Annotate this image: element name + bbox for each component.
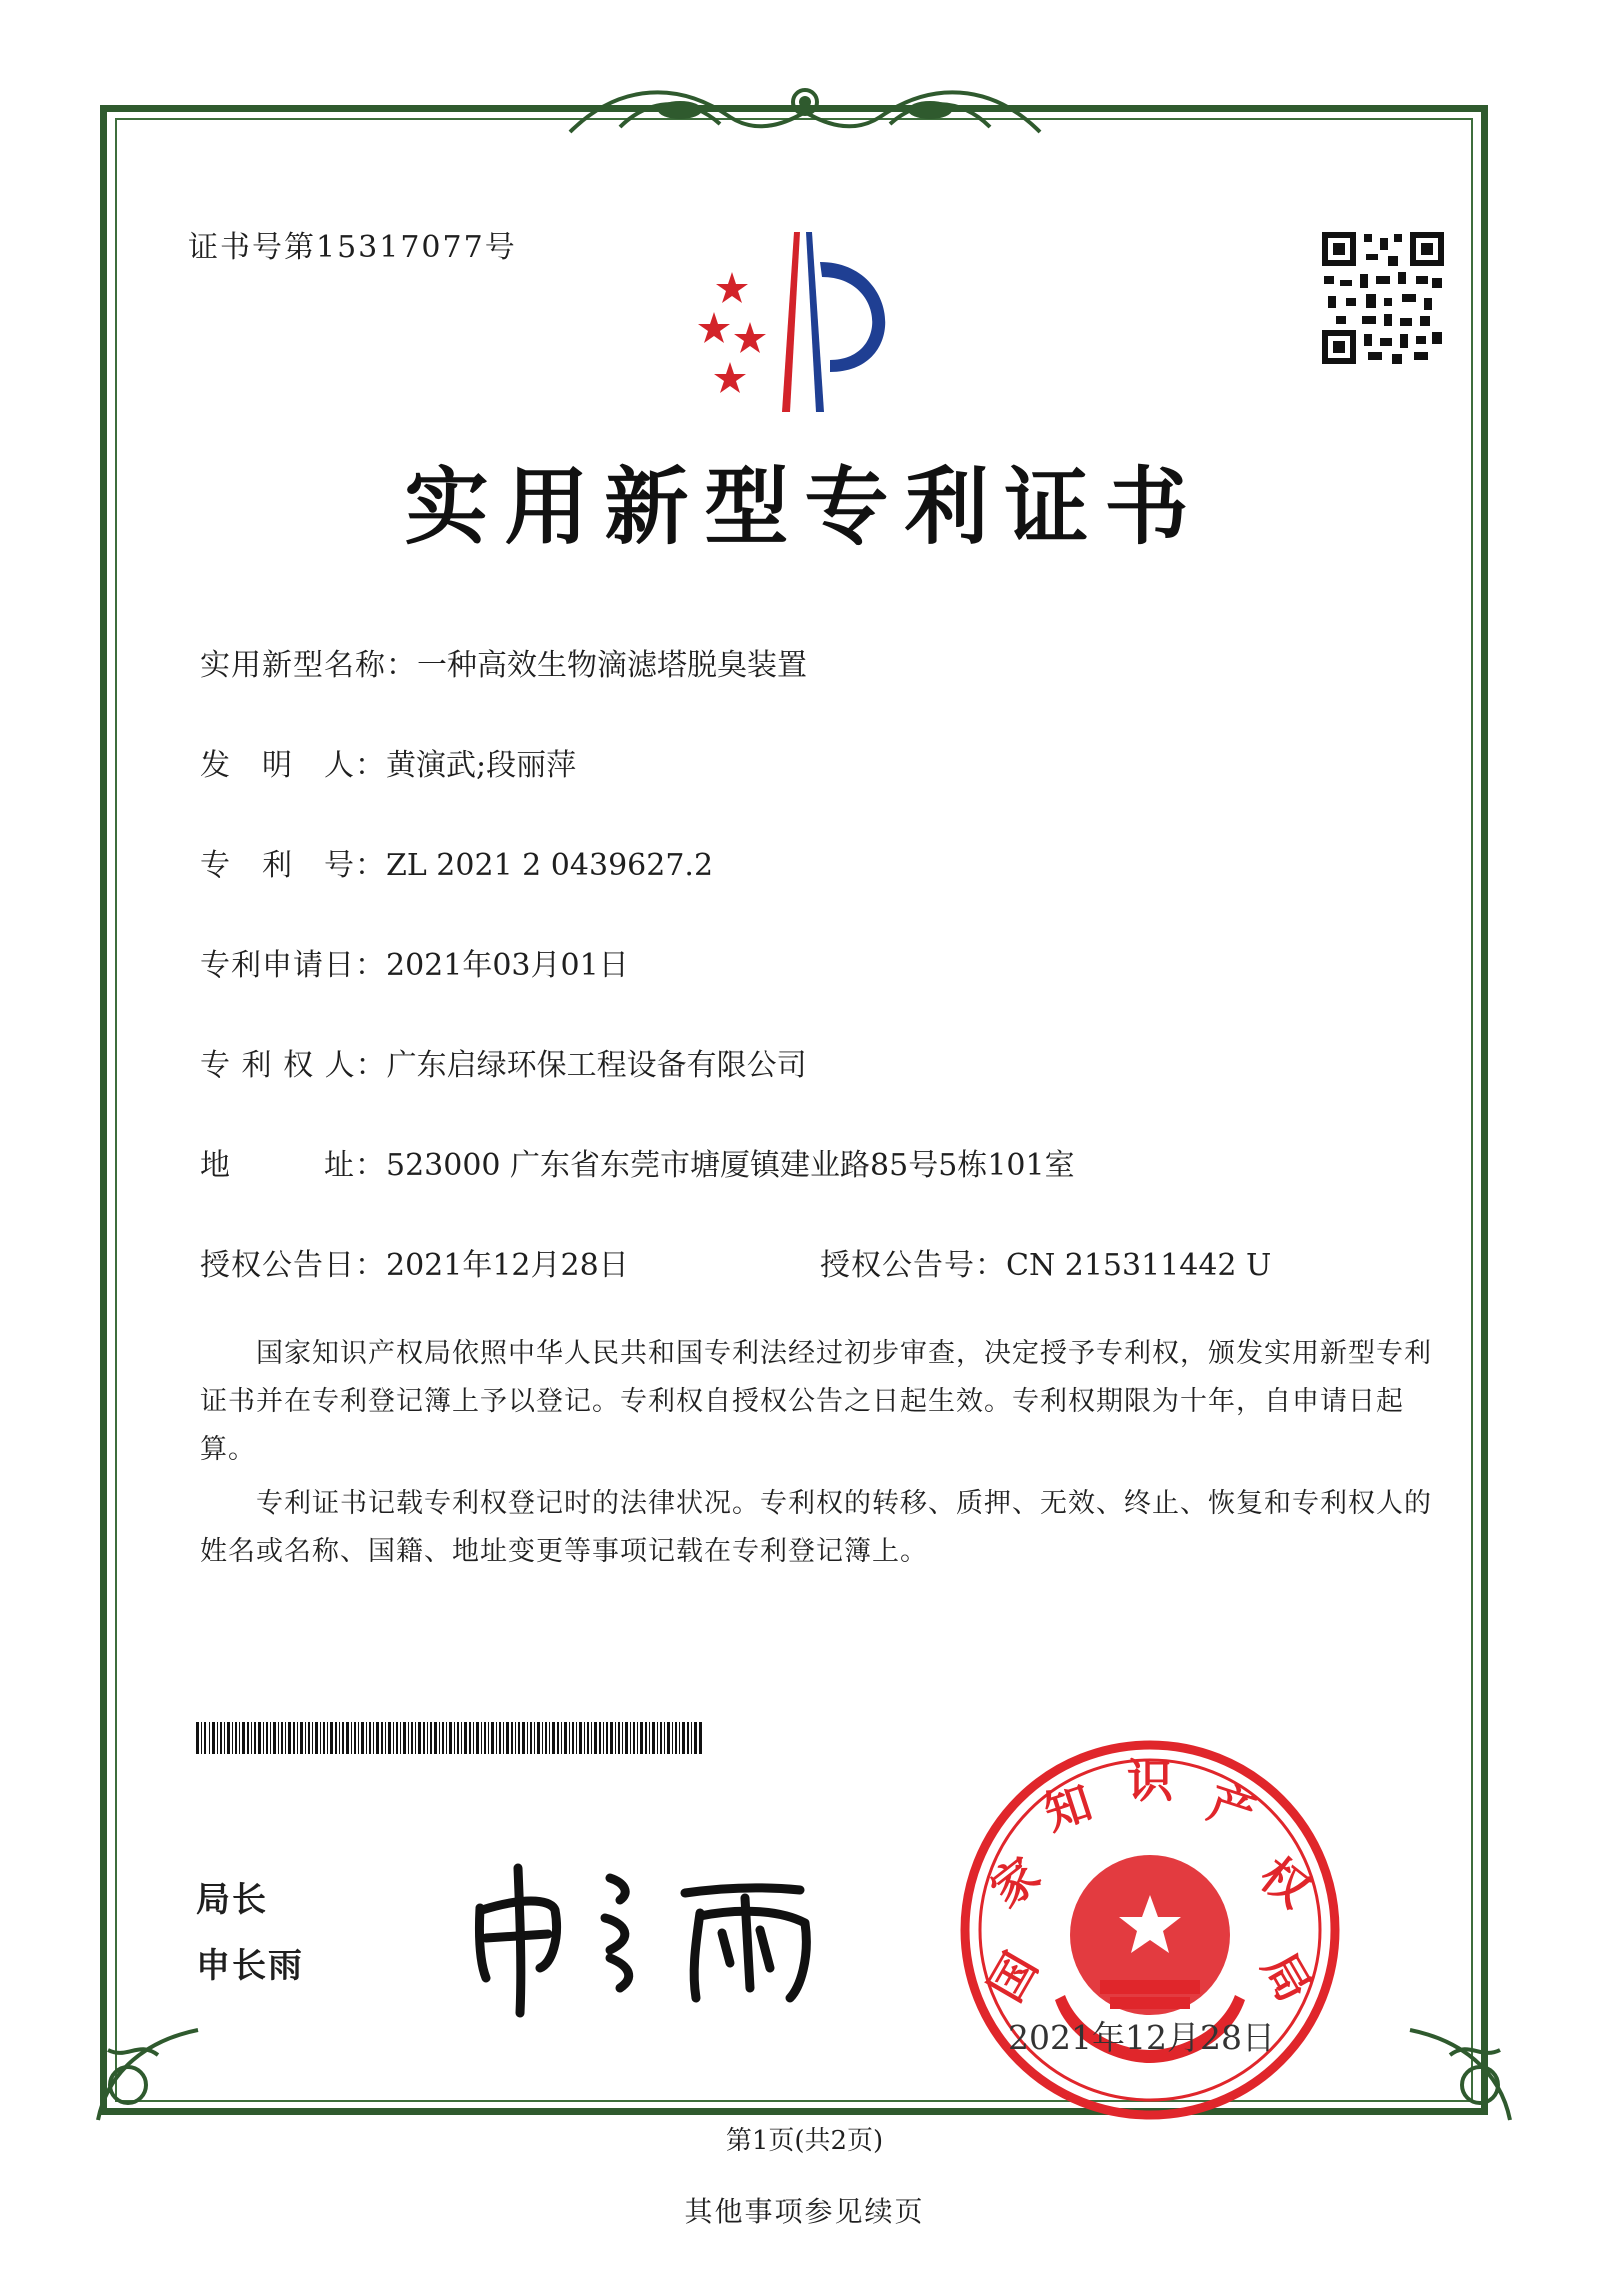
filing-date-label: 专利申请日： [200,948,386,983]
grant-date-label: 授权公告日： [200,1248,386,1283]
patent-number-field [200,840,713,884]
patentee-field [200,1040,807,1084]
svg-text:权: 权 [1250,1846,1320,1918]
barcode [196,1722,702,1754]
legal-status-paragraph: 专利证书记载专利权登记时的法律状况。专利权的转移、质押、无效、终止、恢复和专利权人的姓名或名称、国籍、地址变更等事项记载在专利登记簿上。 [200,1488,1432,1567]
continuation-note: 其他事项参见续页 [684,2195,925,2228]
grant-statement-paragraph: 国家知识产权局依照中华人民共和国专利法经过初步审查，决定授予专利权，颁发实用新型专利证书并在专利登记簿上予以登记。专利权自授权公告之日起生效。专利权期限为十年，自申请日起算。 [200,1338,1432,1465]
svg-text:识: 识 [1127,1754,1173,1808]
inventor-value: 黄演武;段丽萍 [386,748,577,783]
grant-date-value: 2021年12月28日 [386,1248,629,1283]
page-number: 第1页(共2页) [725,2126,884,2156]
address-label: 地 址： [200,1148,386,1183]
certificate-title: 实用新型专利证书 [404,458,1205,556]
grant-number-label: 授权公告号： [820,1248,1006,1283]
grant-number-field [820,1240,1271,1284]
filing-date-field [200,940,629,984]
name-label: 实用新型名称： [200,648,417,683]
filing-date-value: 2021年03月01日 [386,948,629,983]
director-signature [460,1838,830,2018]
seal-date: 2021年12月28日 [1008,2018,1275,2057]
patent-number-value: ZL 2021 2 0439627.2 [386,848,714,883]
name-value: 一种高效生物滴滤塔脱臭装置 [417,648,807,683]
certificate-number: 证书号第15317077号 [188,230,517,265]
cnipa-logo [690,222,930,422]
svg-text:国: 国 [978,1943,1049,2011]
grant-date-field [200,1240,629,1284]
inventor-field [200,740,576,784]
inventor-label: 发 明 人： [200,748,386,783]
cnipa-seal [955,1735,1345,2125]
patentee-value: 广东启绿环保工程设备有限公司 [386,1048,807,1083]
director-title: 局长 [196,1880,268,1920]
grant-number-value: CN 215311442 U [1006,1248,1272,1283]
bottom-left-ornament [88,2010,208,2130]
patent-number-label: 专 利 号： [200,848,386,883]
address-value: 523000 广东省东莞市塘厦镇建业路85号5栋101室 [386,1148,1075,1183]
address-field [200,1140,1075,1184]
utility-model-name-field [200,640,807,684]
director-name: 申长雨 [196,1946,304,1986]
qr-code [1322,232,1444,364]
svg-text:产: 产 [1201,1774,1263,1841]
patentee-label: 专 利 权 人： [200,1048,387,1083]
svg-text:局: 局 [1251,1943,1322,2011]
svg-text:家: 家 [980,1846,1050,1918]
svg-text:知: 知 [1037,1774,1099,1841]
top-ornament [560,72,1050,152]
bottom-right-ornament [1400,2010,1520,2130]
